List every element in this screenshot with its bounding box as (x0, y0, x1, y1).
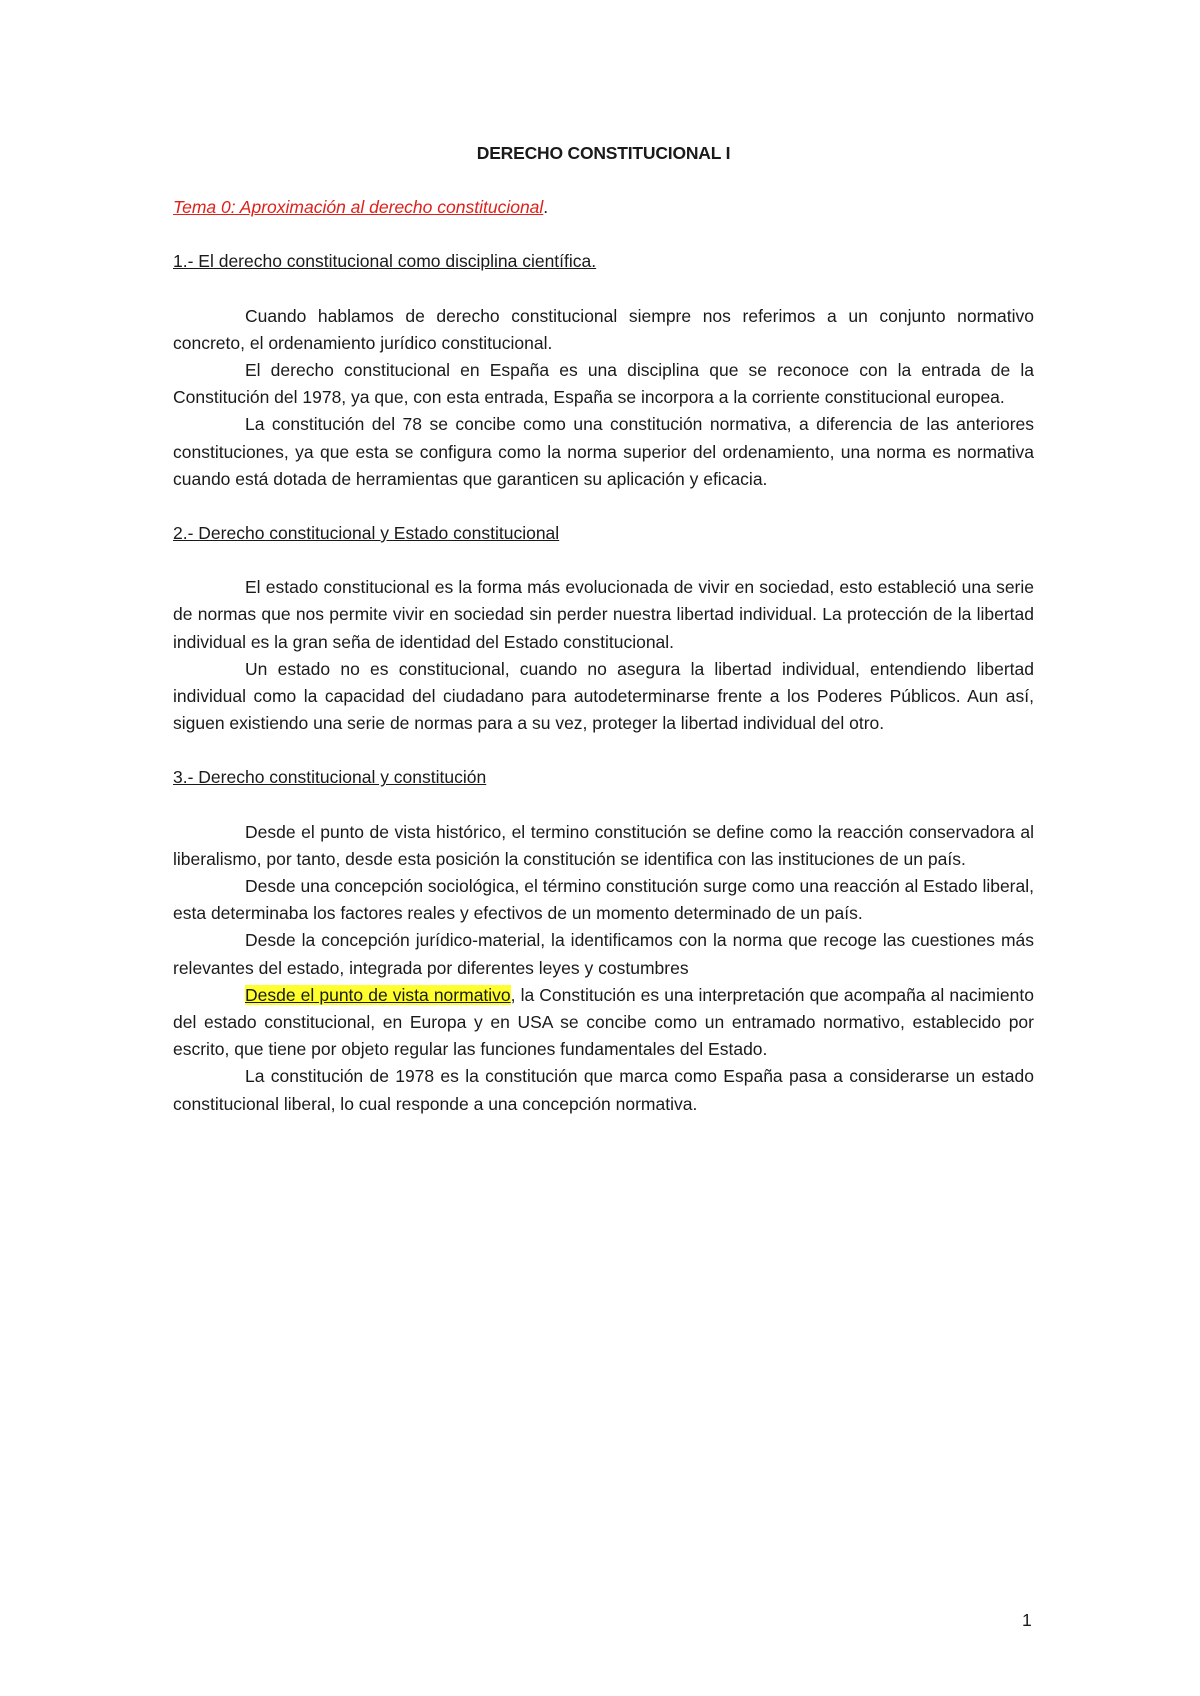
highlighted-phrase: Desde el punto de vista normativo (245, 984, 511, 1005)
section-heading-1: 1.- El derecho constitucional como disciplina científica. (173, 251, 597, 272)
section-1-paragraph: La constitución del 78 se concibe como una constitución normativa, a diferencia de las anteriores constituciones, ya que esta se configura como la norma superior del ordenamiento, una norma es normativa cuando está dotada de herramientas que garanticen su aplicación y eficacia. (173, 414, 1034, 489)
document-title: DERECHO CONSTITUCIONAL I (476, 143, 731, 163)
topic-subtitle-period: . (543, 197, 549, 218)
section-1-paragraph: Cuando hablamos de derecho constitucional siempre nos referimos a un conjunto normativo concreto, el ordenamiento jurídico constitucional. (173, 305, 1034, 353)
section-3-paragraph: Desde una concepción sociológica, el término constitución surge como una reacción al Estado liberal, esta determinaba los factores reales y efectivos de un momento determinado de un país. (173, 876, 1034, 924)
section-2-paragraph: El estado constitucional es la forma más evolucionada de vivir en sociedad, esto estableció una serie de normas que nos permite vivir en sociedad sin perder nuestra libertad individual. La protección de la libertad individual es la gran seña de identidad del Estado constitucional. (173, 577, 1034, 652)
section-heading-2: 2.- Derecho constitucional y Estado constitucional (173, 523, 560, 544)
section-3-closing-paragraph: La constitución de 1978 es la constitución que marca como España pasa a considerarse un estado constitucional liberal, lo cual responde a una concepción normativa. (173, 1066, 1034, 1114)
page-number: 1 (1022, 1610, 1032, 1630)
section-1-paragraph: El derecho constitucional en España es una disciplina que se reconoce con la entrada de la Constitución del 1978, ya que, con esta entrada, España se incorpora a la corriente constitucional europea. (173, 360, 1034, 408)
document-page (173, 140, 1034, 1118)
topic-subtitle-text: Tema 0: Aproximación al derecho constitucional (173, 197, 544, 218)
section-3-highlighted-paragraph (173, 982, 1034, 1064)
section-3-paragraph: Desde la concepción jurídico-material, la identificamos con la norma que recoge las cuestiones más relevantes del estado, integrada por diferentes leyes y costumbres (173, 930, 1034, 978)
section-heading-3: 3.- Derecho constitucional y constitución (173, 767, 487, 788)
topic-subtitle (173, 194, 1034, 221)
section-2-paragraph: Un estado no es constitucional, cuando no asegura la libertad individual, entendiendo libertad individual como la capacidad del ciudadano para autodeterminarse frente a los Poderes Públicos. Aun así, siguen existiendo una serie de normas para a su vez, proteger la libertad individual del otro. (173, 658, 1034, 734)
section-3-paragraph: Desde el punto de vista histórico, el termino constitución se define como la reacción conservadora al liberalismo, por tanto, desde esta posición la constitución se identifica con las instituciones de un país. (173, 821, 1034, 869)
highlighted-paragraph-rest: , la Constitución es una interpretación que acompaña al nacimiento del estado constitucional, en Europa y en USA se concibe como un entramado normativo, establecido por escrito, que tiene por objeto regular las funciones fundamentales del Estado. (173, 984, 1034, 1060)
